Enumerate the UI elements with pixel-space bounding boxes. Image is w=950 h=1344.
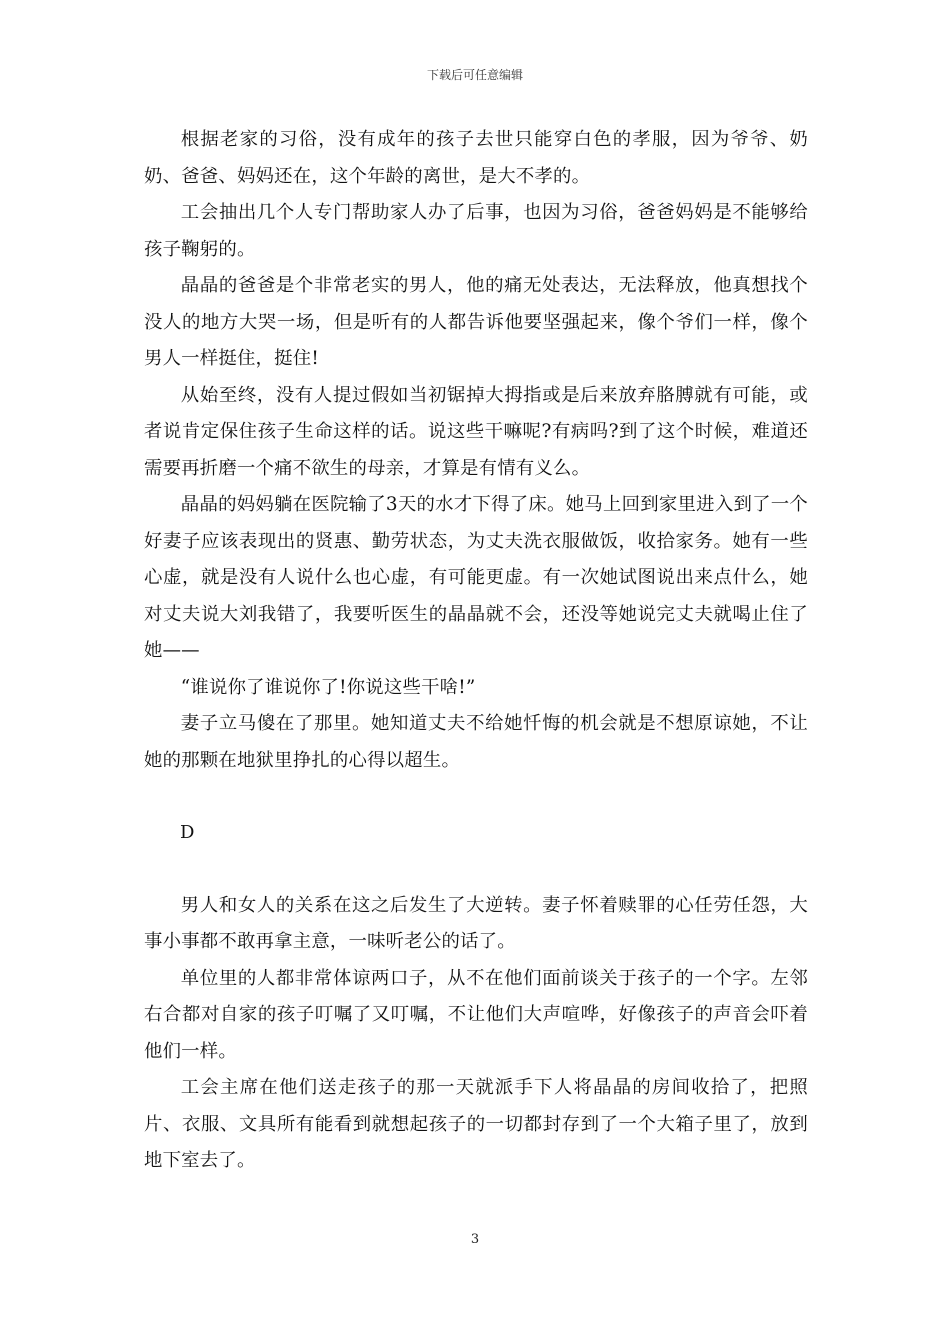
paragraph: 根据老家的习俗，没有成年的孩子去世只能穿白色的孝服，因为爷爷、奶奶、爸爸、妈妈还在，这个年龄的离世，是大不孝的。 bbox=[144, 129, 808, 187]
page-number: 3 bbox=[470, 1232, 480, 1247]
page-header: 下载后可任意编辑 bbox=[426, 68, 523, 82]
paragraph: 晶晶的爸爸是个非常老实的男人，他的痛无处表达，无法释放，他真想找个没人的地方大哭一场，但是听有的人都告诉他要坚强起来，像个爷们一样，像个男人一样挺住，挺住! bbox=[144, 275, 808, 369]
paragraph: 妻子立马傻在了那里。她知道丈夫不给她忏悔的机会就是不想原谅她，不让她的那颗在地狱里挣扎的心得以超生。 bbox=[144, 713, 808, 771]
paragraph: 单位里的人都非常体谅两口子，从不在他们面前谈关于孩子的一个字。左邻右合都对自家的孩子叮嘱了又叮嘱，不让他们大声喧哗，好像孩子的声音会吓着他们一样。 bbox=[144, 967, 808, 1062]
document-body bbox=[144, 122, 808, 1180]
paragraph: 工会主席在他们送走孩子的那一天就派手下人将晶晶的房间收拾了，把照片、衣服、文具所有能看到就想起孩子的一切都封存到了一个大箱子里了，放到地下室去了。 bbox=[144, 1077, 808, 1171]
paragraph: “谁说你了谁说你了!你说这些干啥!” bbox=[180, 676, 476, 698]
paragraph: 从始至终，没有人提过假如当初锯掉大拇指或是后来放弃胳膊就有可能，或者说肯定保住孩子生命这样的话。说这些干嘛呢?有病吗?到了这个时候，难道还需要再折磨一个痛不欲生的母亲，才算是有情有义么。 bbox=[144, 384, 808, 479]
section-marker: D bbox=[180, 822, 195, 843]
paragraph: 男人和女人的关系在这之后发生了大逆转。妻子怀着赎罪的心任劳任怨，大事小事都不敢再拿主意，一味听老公的话了。 bbox=[144, 894, 808, 952]
paragraph: 晶晶的妈妈躺在医院输了3天的水才下得了床。她马上回到家里进入到了一个好妻子应该表现出的贤惠、勤劳状态，为丈夫洗衣服做饭，收拾家务。她有一些心虚，就是没有人说什么也心虚，有可能更虚。有一次她试图说出来点什么，她对丈夫说大刘我错了，我要听医生的晶晶就不会，还没等她说完丈夫就喝止住了她—— bbox=[144, 494, 808, 661]
paragraph: 工会抽出几个人专门帮助家人办了后事，也因为习俗，爸爸妈妈是不能够给孩子鞠躬的。 bbox=[144, 202, 808, 260]
